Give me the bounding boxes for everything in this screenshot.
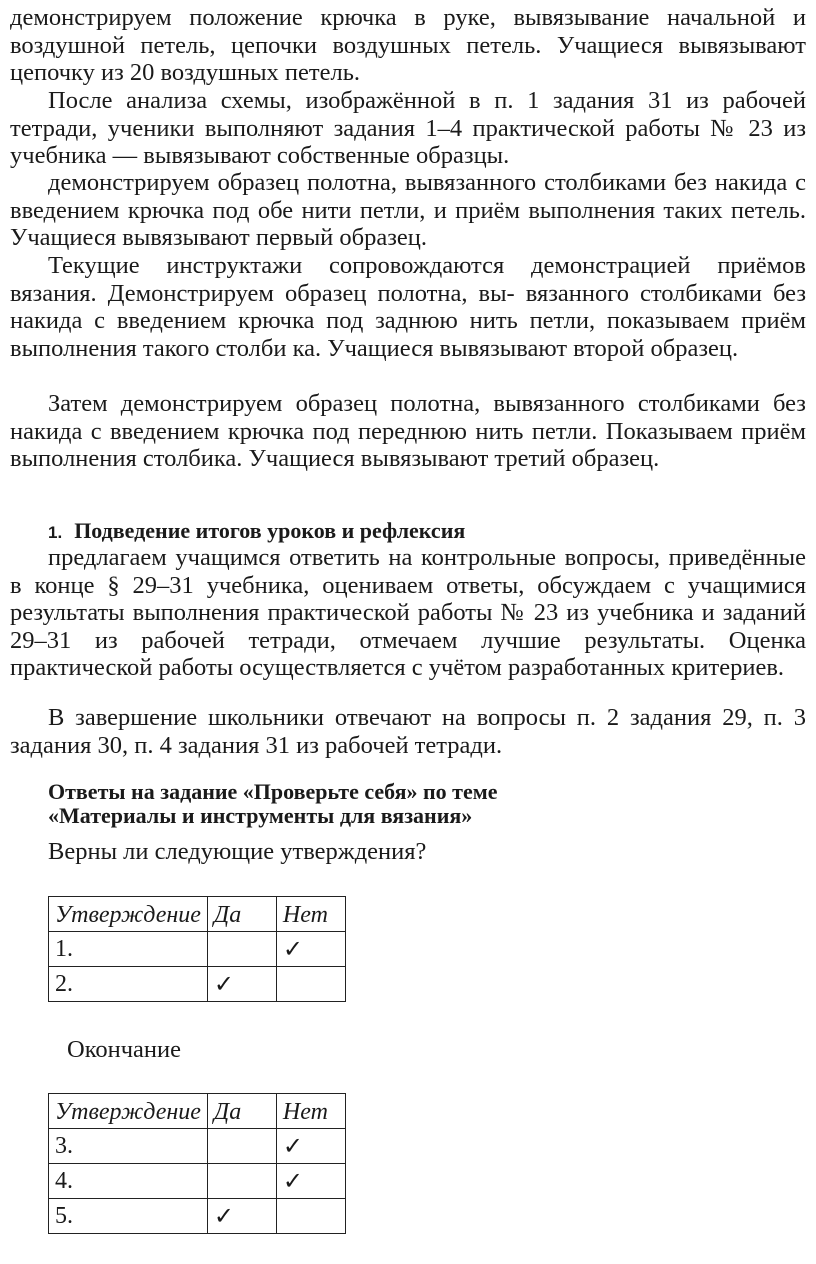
table-row: [49, 1164, 346, 1199]
answers-table-1: [48, 896, 346, 1002]
header-no: Нет: [276, 897, 345, 932]
row-yes-check: [207, 1164, 276, 1199]
table-row: [49, 1129, 346, 1164]
answers-table-2: [48, 1093, 346, 1234]
section-number: 1.: [48, 523, 63, 542]
answers-title: [48, 780, 498, 828]
row-no-check: ✓: [276, 1164, 345, 1199]
paragraph-3-text: демонстрируем образец полотна, вывязанного столбиками без накида с введением крючка под обе нити петли, и приём выполнения таких петель. Учащиеся вывязывают первый образец.: [10, 169, 806, 251]
section-title: Подведение итогов уроков и рефлексия: [74, 518, 466, 543]
table-header-row: [49, 897, 346, 932]
section-paragraph-1: [10, 544, 806, 682]
header-yes: Да: [207, 1094, 276, 1129]
paragraph-1: демонстрируем положение крючка в руке, вывязывание начальной и воздушной петель, цепочки воздушных петель. Учащиеся вывязывают цепочку из 20 воздушных петель.: [10, 4, 806, 86]
row-label: 1.: [49, 932, 208, 967]
paragraph-4: [10, 252, 806, 362]
answers-title-line-1: Ответы на задание «Проверьте себя» по теме: [48, 779, 498, 804]
paragraph-5: [10, 390, 806, 473]
section-paragraph-2-text: В завершение школьники отвечают на вопросы п. 2 задания 29, п. 3 задания 30, п. 4 задания 31 из рабочей тетради.: [10, 704, 806, 759]
row-no-check: [276, 1199, 345, 1234]
table-header-row: [49, 1094, 346, 1129]
row-label: 5.: [49, 1199, 208, 1234]
header-statement: Утверждение: [49, 1094, 208, 1129]
row-yes-check: [207, 932, 276, 967]
header-no: Нет: [276, 1094, 345, 1129]
row-label: 2.: [49, 967, 208, 1002]
row-label: 4.: [49, 1164, 208, 1199]
header-yes: Да: [207, 897, 276, 932]
section-paragraph-2: [10, 704, 806, 759]
continuation-label: Окончание: [67, 1036, 182, 1063]
row-no-check: [276, 967, 345, 1002]
header-statement: Утверждение: [49, 897, 208, 932]
paragraph-5-text: Затем демонстрируем образец полотна, вывязанного столбиками без накида с введением крючка под переднюю нить петли. Показываем приём выполнения столбика. Учащиеся вывязывают третий образец.: [10, 390, 806, 472]
row-yes-check: ✓: [207, 967, 276, 1002]
row-label: 3.: [49, 1129, 208, 1164]
answers-title-line-2: «Материалы и инструменты для вязания»: [48, 803, 473, 828]
table-row: [49, 932, 346, 967]
section-heading: [48, 519, 465, 545]
paragraph-2: [10, 87, 806, 170]
row-no-check: ✓: [276, 1129, 345, 1164]
row-no-check: ✓: [276, 932, 345, 967]
answers-question: Верны ли следующие утверждения?: [48, 838, 427, 865]
table-row: [49, 1199, 346, 1234]
table-row: [49, 967, 346, 1002]
row-yes-check: [207, 1129, 276, 1164]
paragraph-2-text: После анализа схемы, изображённой в п. 1 задания 31 из рабочей тетради, ученики выполняют задания 1–4 практической работы № 23 из учебника — вывязывают собственные образцы.: [10, 87, 806, 169]
section-paragraph-1-text: предлагаем учащимся ответить на контрольные вопросы, приведённые в конце § 29–31 учебника, оцениваем ответы, обсуждаем с учащимися результаты выполнения практической работы № 23 из учебника и заданий 29–31 из рабочей тетради, отмечаем лучшие результаты. Оценка практической работы осуществляется с учётом разработанных критериев.: [10, 544, 806, 681]
paragraph-3: [10, 169, 806, 252]
row-yes-check: ✓: [207, 1199, 276, 1234]
paragraph-4-text: Текущие инструктажи сопровождаются демонстрацией приёмов вязания. Демонстрируем образец полотна, вы- вязанного столбиками без накида с введением крючка под заднюю нить петли, показываем приём выполнения такого столби ка. Учащиеся вывязывают второй образец.: [10, 252, 806, 362]
